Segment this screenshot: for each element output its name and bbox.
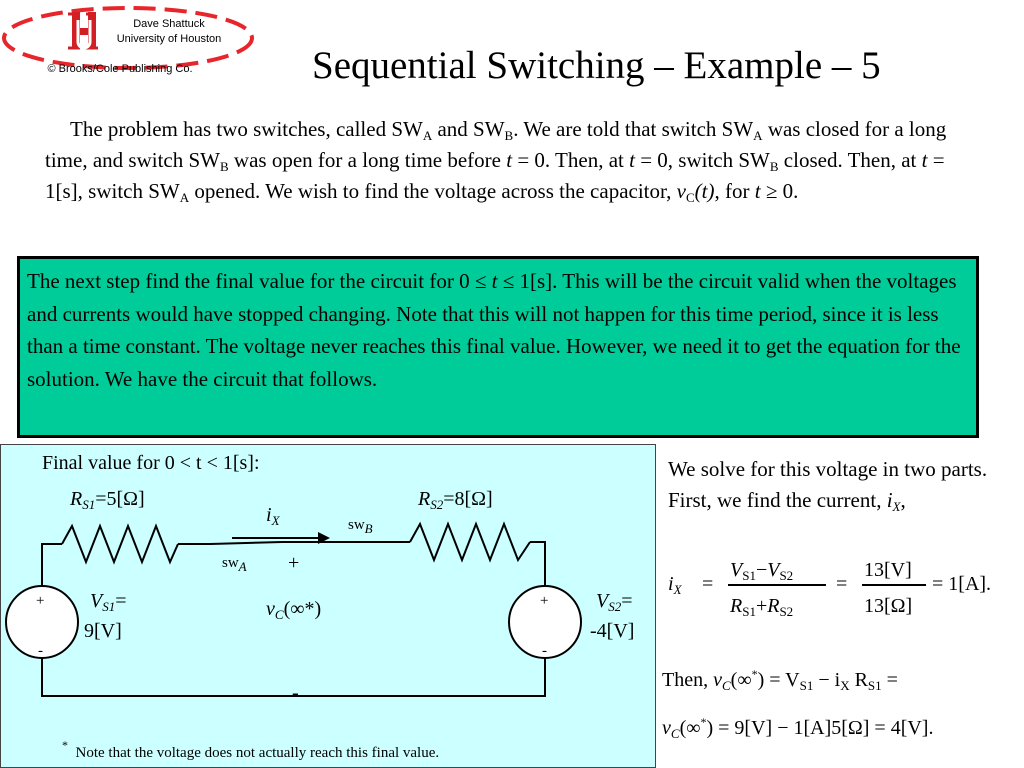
swa-label: $sw_A$	[222, 555, 247, 574]
eq1-numerator-2: 13[V]	[864, 559, 912, 581]
vc-minus: -	[292, 682, 299, 704]
eq1-denominator: $R_{S1}+R_{S2}$	[730, 595, 794, 619]
vs1-label: $V_{S1}=$	[90, 590, 127, 614]
footnote: * Note that the voltage does not actually reach this final value.	[62, 738, 440, 761]
eq2-line: Then, $v_C(\infty^*) = V_{S1} - i_X$ $R_{S1}$ =	[662, 667, 898, 693]
vs1-plus: +	[36, 593, 45, 609]
ix-label: $i_X$	[266, 504, 280, 528]
vs2-plus: +	[540, 593, 549, 609]
vc-label: $v_C(\infty*)$	[266, 598, 322, 622]
swb-label: $sw_B$	[348, 517, 373, 536]
problem-statement: The problem has two switches, called $SW_A$ and $SW_B$. We are told that switch $SW_A$ was closed for a long time, and switch $SW_B$ was open for a long time before t = 0. Then, at t = 0, switch $SW_B$ closed. Then, at t = 1[s], switch $SW_A$ opened. We wish to find the voltage across the capacitor, $v_C(t)$, for t ≥ 0.	[45, 117, 947, 205]
slide-title: Sequential Switching – Example – 5	[312, 44, 881, 87]
vs2-label: $V_{S2}=$	[596, 590, 633, 614]
vs1-minus: -	[38, 643, 43, 659]
callout-text: The next step find the final value for the circuit for 0 ≤ t ≤ 1[s]. This will be the circuit valid when the voltages and currents would have stopped changing. Note that this will not happen for this time period, since it is less than a time constant. The voltage never reaches this final value. However, we need it to get the equation for the solution. We have the circuit that follows.	[27, 269, 961, 391]
vc-plus: +	[288, 552, 300, 574]
vs1-value: 9[V]	[84, 620, 122, 642]
vs2-value: -4[V]	[590, 620, 635, 642]
eq1-fraction-bar-2	[862, 584, 926, 586]
eq1-denominator-2: 13[Ω]	[864, 595, 913, 617]
rs2-label: $R_{S2}=8[\Omega]$	[418, 488, 493, 512]
solution-intro: We solve for this voltage in two parts. First, we find the current, $i_X$,	[668, 457, 988, 514]
eq1-fraction-bar	[728, 584, 826, 586]
vs2-minus: -	[542, 643, 547, 659]
eq1-numerator: $V_{S1}-V_{S2}$	[730, 559, 794, 583]
eq1-result: = 1[A].	[932, 573, 992, 595]
eq3-line: $v_C(\infty^*) = 9[V] - 1[A]5[\Omega] = 4[V]$.	[662, 715, 934, 741]
circuit-caption: Final value for 0 < t < 1[s]:	[42, 452, 260, 474]
eq1-equals-2: =	[836, 573, 848, 595]
author: Dave Shattuck	[133, 18, 205, 30]
institution: University of Houston	[116, 33, 222, 45]
eq1-lhs: $i_X$	[668, 573, 682, 597]
rs1-label: $R_{S1}=5[\Omega]$	[70, 488, 145, 512]
eq1-equals: =	[702, 573, 714, 595]
copyright: © Brooks/Cole Publishing Co.	[47, 63, 193, 75]
